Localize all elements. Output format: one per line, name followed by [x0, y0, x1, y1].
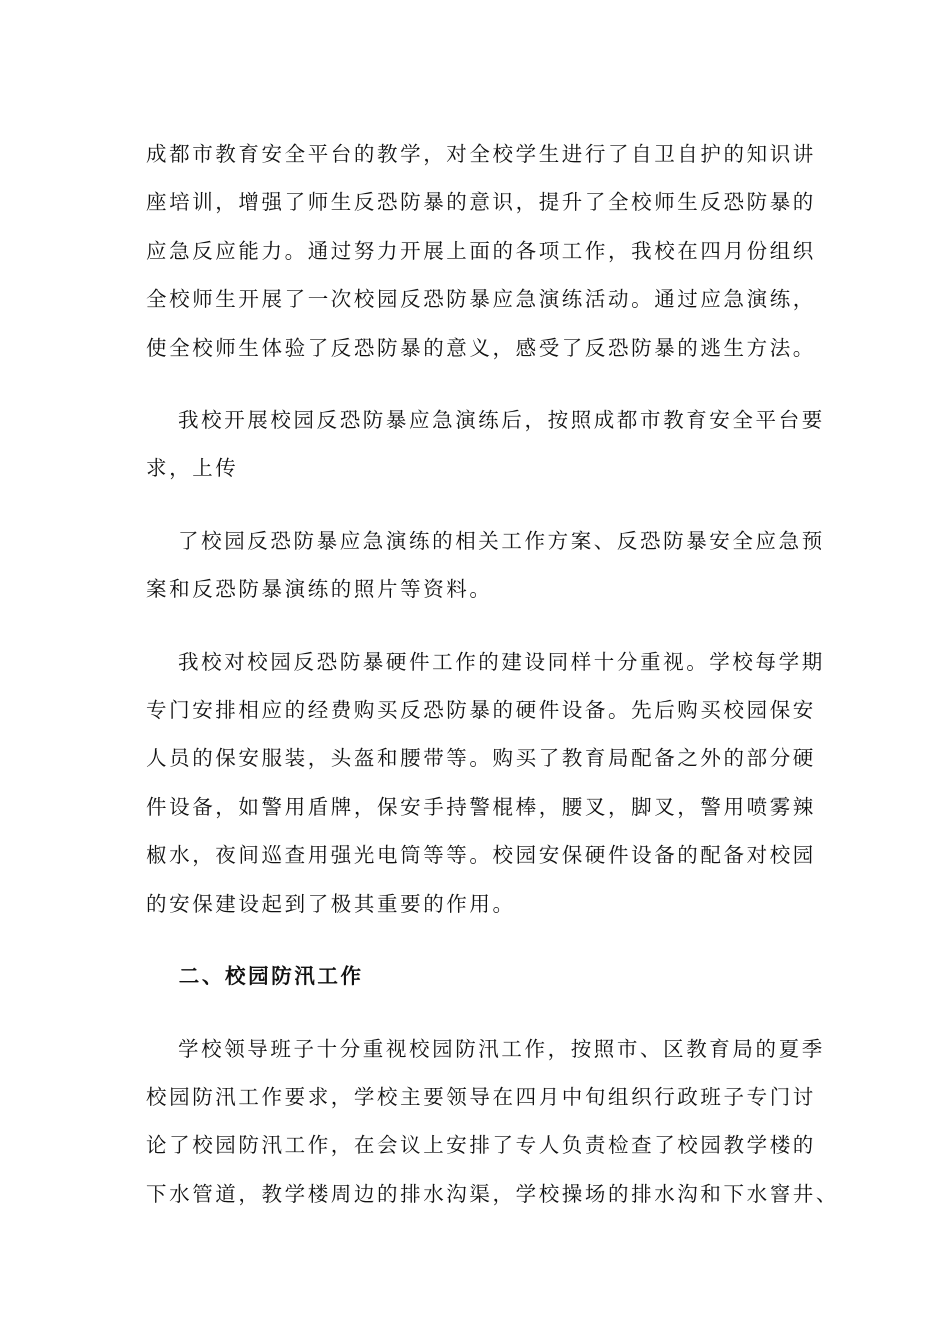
section-heading: 二、校园防汛工作	[178, 964, 364, 989]
text-line: 我校对校园反恐防暴硬件工作的建设同样十分重视。学校每学期	[178, 649, 825, 674]
text-line: 专门安排相应的经费购买反恐防暴的硬件设备。先后购买校园保安	[146, 698, 816, 723]
paragraph-hardware	[146, 638, 825, 928]
text-line: 人员的保安服装，头盔和腰带等。购买了教育局配备之外的部分硬	[146, 746, 816, 771]
document-body	[146, 130, 839, 1218]
text-line: 求，上传	[146, 456, 239, 481]
text-line: 校园防汛工作要求，学校主要领导在四月中旬组织行政班子专门讨	[146, 1084, 816, 1109]
text-line: 了校园反恐防暴应急演练的相关工作方案、反恐防暴安全应急预	[178, 528, 825, 553]
text-line: 成都市教育安全平台的教学，对全校学生进行了自卫自护的知识讲	[146, 142, 816, 166]
paragraph-drill-materials	[146, 517, 825, 614]
text-line: 椒水，夜间巡查用强光电筒等等。校园安保硬件设备的配备对校园	[146, 843, 816, 868]
text-line: 学校领导班子十分重视校园防汛工作，按照市、区教育局的夏季	[178, 1036, 825, 1061]
text-line: 下水管道，教学楼周边的排水沟渠，学校操场的排水沟和下水窨井、	[146, 1181, 839, 1206]
text-line: 我校开展校园反恐防暴应急演练后，按照成都市教育安全平台要	[178, 408, 825, 433]
paragraph-flood-control	[146, 1025, 839, 1219]
text-line: 座培训，增强了师生反恐防暴的意识，提升了全校师生反恐防暴的	[146, 190, 816, 215]
text-line: 案和反恐防暴演练的照片等资料。	[146, 577, 493, 602]
text-line: 件设备，如警用盾牌，保安手持警棍棒，腰叉，脚叉，警用喷雾辣	[146, 794, 816, 819]
text-line: 应急反应能力。通过努力开展上面的各项工作，我校在四月份组织	[146, 238, 816, 263]
text-line: 使全校师生体验了反恐防暴的意义，感受了反恐防暴的逃生方法。	[146, 335, 816, 360]
text-line: 论了校园防汛工作，在会议上安排了专人负责检查了校园教学楼的	[146, 1133, 816, 1158]
text-line: 全校师生开展了一次校园反恐防暴应急演练活动。通过应急演练，	[146, 287, 816, 312]
paragraph-drill-upload	[146, 396, 825, 493]
paragraph-continuation	[146, 130, 816, 372]
text-line: 的安保建设起到了极其重要的作用。	[146, 891, 516, 916]
